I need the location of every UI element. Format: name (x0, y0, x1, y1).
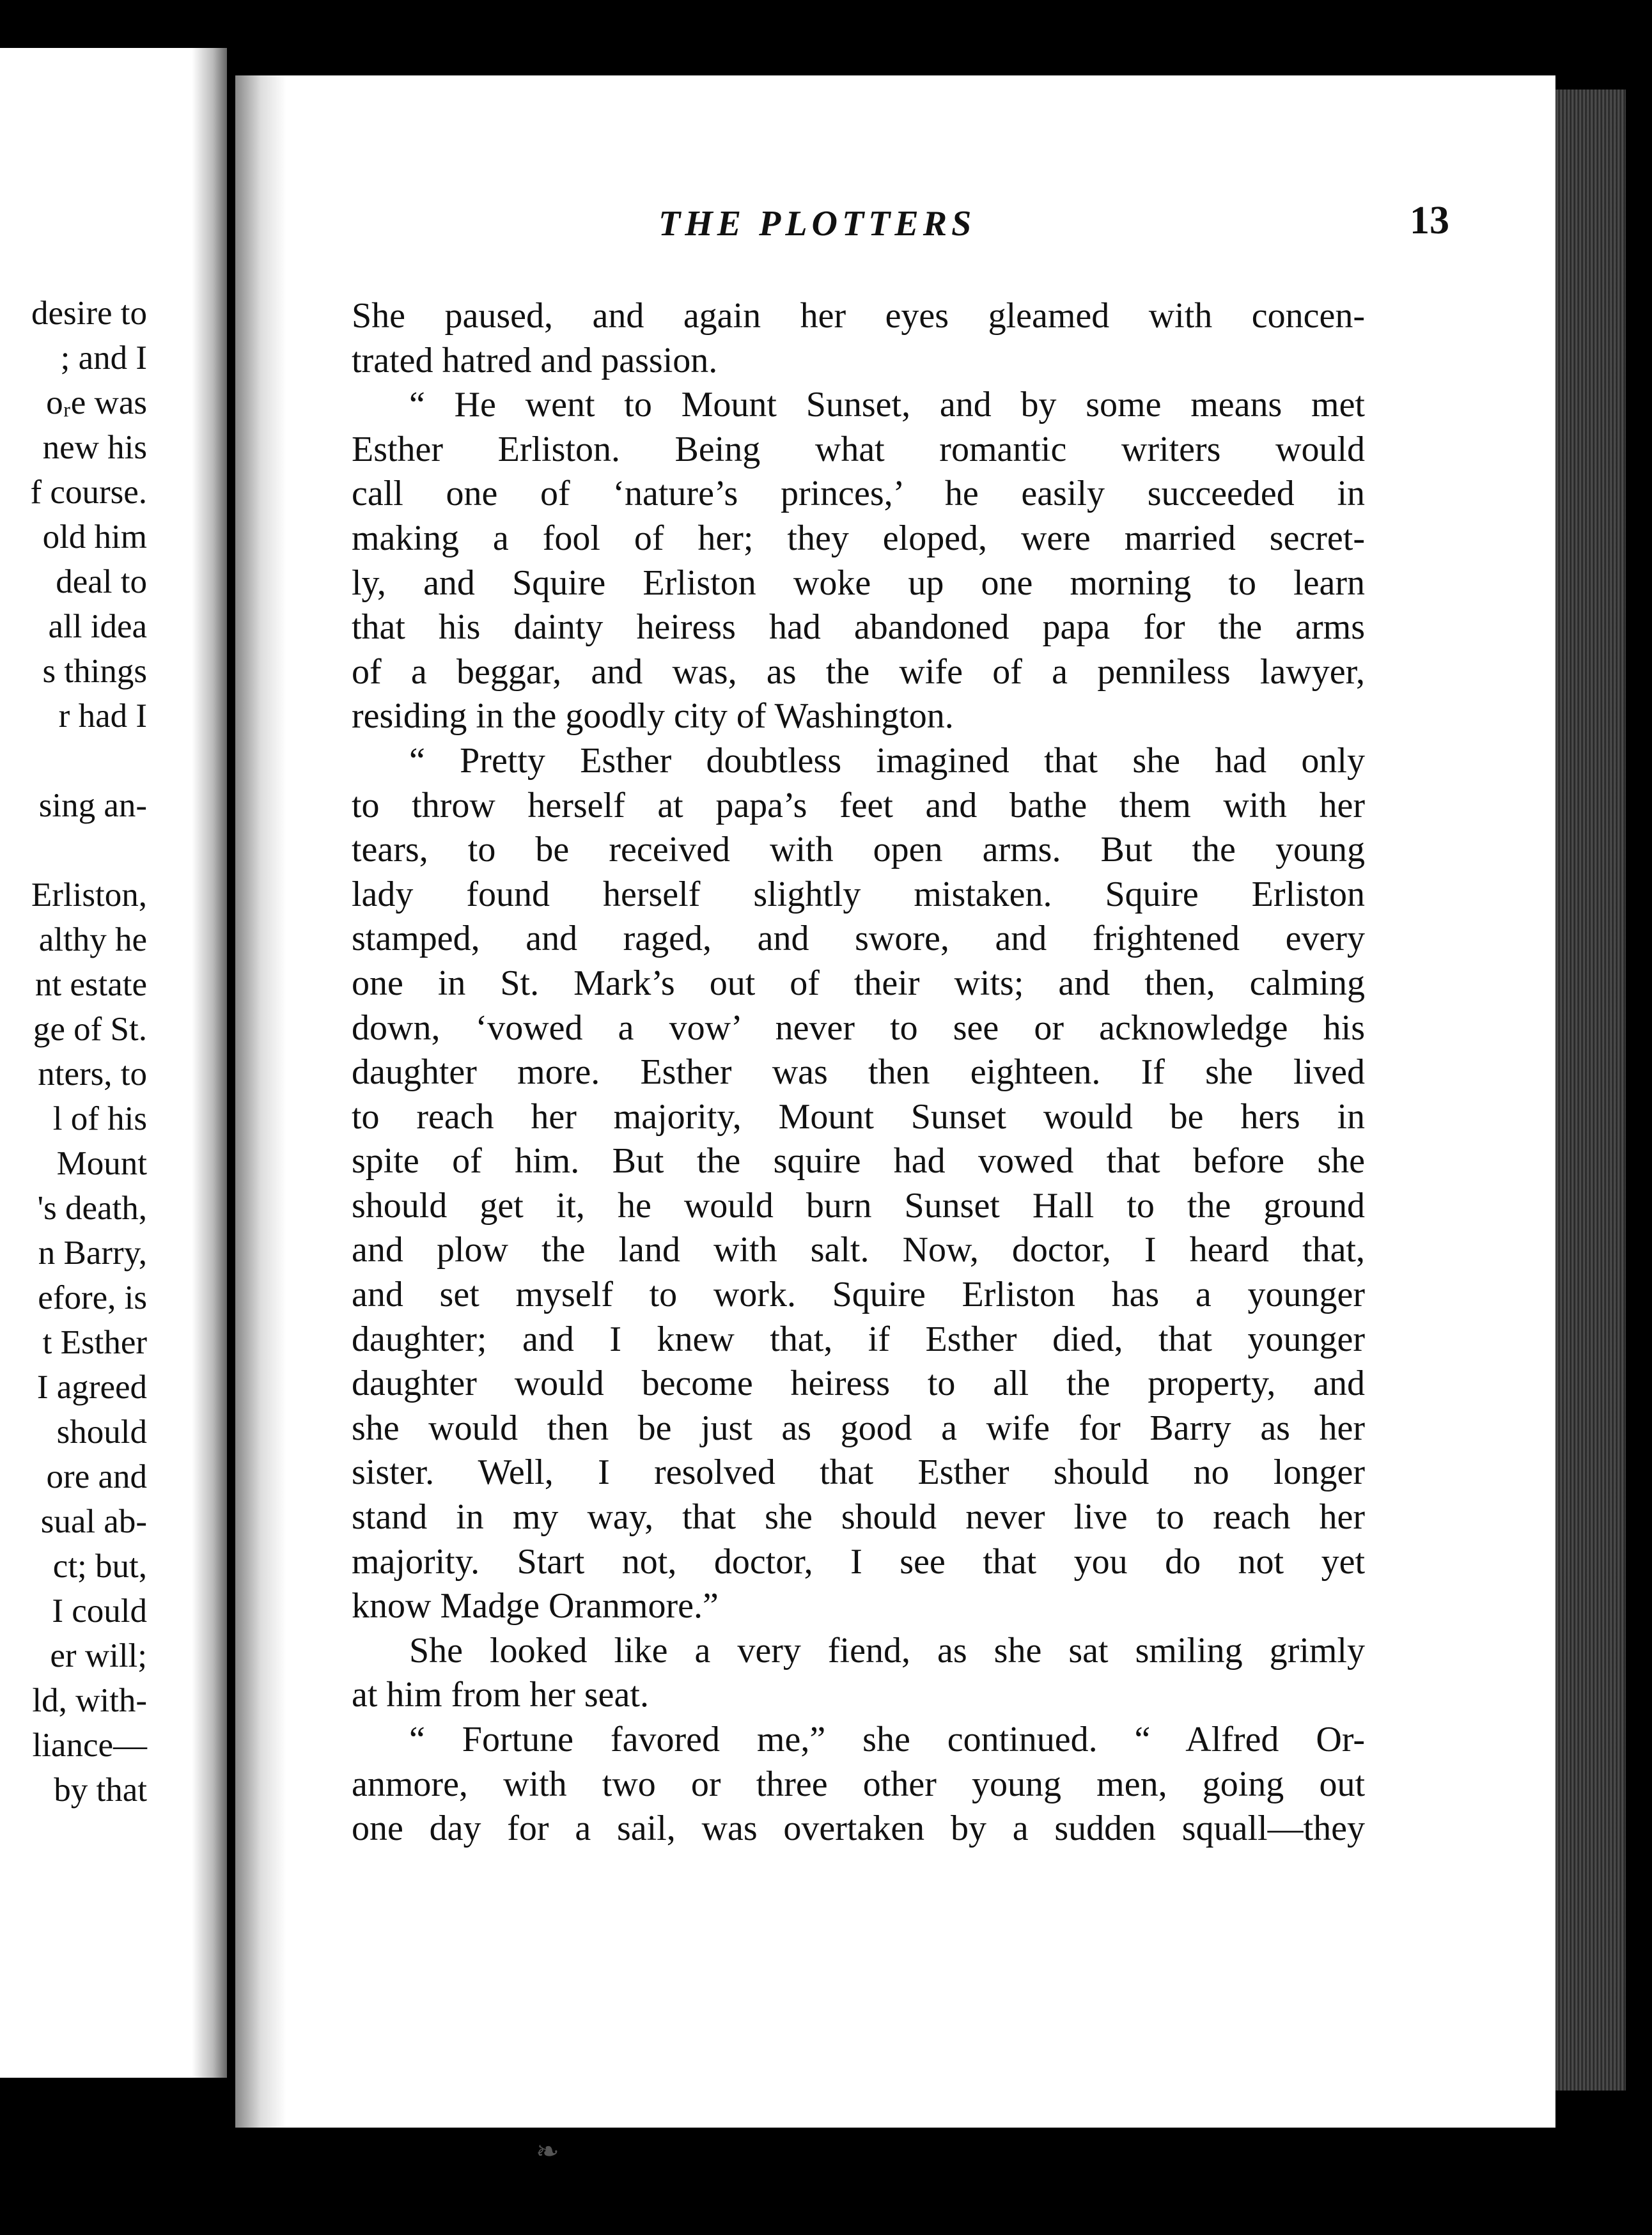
text-line: spite of him. But the squire had vowed that before she (352, 1141, 1365, 1181)
left-page-line: new his (42, 429, 147, 466)
text-line: daughter would become heiress to all the property, and (352, 1364, 1365, 1404)
left-page-line: l of his (52, 1100, 147, 1137)
left-page-line: f course. (30, 474, 147, 511)
left-page-line: r had I (58, 697, 147, 735)
left-page (0, 48, 227, 2078)
left-page-line: Erliston, (31, 876, 147, 914)
text-line: Esther Erliston. Being what romantic writers would (352, 429, 1365, 469)
left-page-line (31, 828, 147, 873)
text-line: and plow the land with salt. Now, doctor, I heard that, (352, 1230, 1365, 1270)
left-page-line: ld, with- (32, 1682, 147, 1719)
text-line: daughter; and I knew that, if Esther died, that younger (352, 1319, 1365, 1359)
text-line: tears, to be received with open arms. But the young (352, 830, 1365, 870)
left-page-line: ct; but, (52, 1548, 147, 1585)
text-line: call one of ‘nature’s princes,’ he easily succeeded in (352, 474, 1365, 514)
left-page-line: ; and I (60, 339, 147, 377)
text-line: trated hatred and passion. (352, 340, 718, 380)
left-page-line: desire to (31, 295, 147, 332)
text-line: anmore, with two or three other young men, going out (352, 1764, 1365, 1804)
text-line: “ Pretty Esther doubtless imagined that she had only (409, 740, 1365, 781)
text-line: she would then be just as good a wife for Barry as her (352, 1408, 1365, 1448)
left-page-line: I could (52, 1593, 147, 1630)
text-line: that his dainty heiress had abandoned papa for the arms (352, 607, 1365, 648)
left-page-line: Mount (56, 1145, 147, 1182)
left-page-line: 's death, (37, 1190, 147, 1227)
body-text (352, 294, 1365, 1851)
text-line: to reach her majority, Mount Sunset would be hers in (352, 1096, 1365, 1137)
left-page-line: should (56, 1413, 147, 1451)
left-page-line: sual ab- (40, 1503, 147, 1540)
left-page-line (31, 738, 147, 783)
text-line: She looked like a very fiend, as she sat smiling grimly (409, 1630, 1365, 1670)
left-page-line: t Esther (42, 1324, 147, 1361)
text-line: stand in my way, that she should never live to reach her (352, 1497, 1365, 1538)
page-number: 13 (1410, 199, 1449, 242)
left-page-line: by that (54, 1772, 147, 1809)
text-line: sister. Well, I resolved that Esther should no longer (352, 1452, 1365, 1493)
text-line: daughter more. Esther was then eighteen. If she lived (352, 1052, 1365, 1093)
text-line: residing in the goodly city of Washington. (352, 696, 954, 736)
left-page-line: deal to (56, 563, 147, 600)
left-page-line: efore, is (38, 1279, 147, 1316)
text-line: one day for a sail, was overtaken by a sudden squall—they (352, 1809, 1365, 1849)
text-line: “ He went to Mount Sunset, and by some means met (409, 385, 1365, 425)
running-title: THE PLOTTERS (658, 204, 976, 244)
text-line: majority. Start not, doctor, I see that you do not yet (352, 1541, 1365, 1582)
text-line: “ Fortune favored me,” she continued. “ Alfred Or- (409, 1720, 1365, 1759)
text-line: know Madge Oranmore.” (352, 1586, 719, 1626)
left-page-text (31, 291, 147, 1812)
left-page-line: er will; (50, 1637, 147, 1674)
left-page-line: nters, to (38, 1055, 147, 1093)
left-page-line: ge of St. (33, 1011, 147, 1048)
left-page-line: all idea (48, 608, 147, 645)
left-page-line: s things (42, 653, 147, 690)
left-page-line: old him (42, 518, 147, 556)
text-line: at him from her seat. (352, 1675, 649, 1715)
text-line: should get it, he would burn Sunset Hall to the ground (352, 1185, 1365, 1226)
left-page-line: althy he (38, 921, 147, 958)
text-line: She paused, and again her eyes gleamed with concen- (352, 296, 1365, 336)
page-edge-stack (1555, 90, 1626, 2091)
text-line: and set myself to work. Squire Erliston has a younger (352, 1275, 1365, 1315)
left-page-line: ore and (46, 1458, 147, 1495)
text-line: to throw herself at papa’s feet and bathe them with her (352, 785, 1365, 825)
left-page-line: n Barry, (38, 1234, 147, 1272)
text-line: of a beggar, and was, as the wife of a penniless lawyer, (352, 651, 1365, 692)
text-line: making a fool of her; they eloped, were married secret- (352, 518, 1365, 558)
text-line: lady found herself slightly mistaken. Squire Erliston (352, 874, 1365, 914)
left-page-line: liance— (32, 1727, 147, 1764)
left-page-line: nt estate (35, 966, 147, 1003)
left-page-line: I agreed (36, 1369, 147, 1406)
text-line: stamped, and raged, and swore, and frightened every (352, 919, 1365, 959)
footer-ink-mark: ❧ (536, 2136, 559, 2167)
text-line: one in St. Mark’s out of their wits; and then, calming (352, 963, 1365, 1003)
text-line: down, ‘vowed a vow’ never to see or acknowledge his (352, 1008, 1365, 1048)
text-line: ly, and Squire Erliston woke up one morning to learn (352, 563, 1365, 603)
left-page-line: sing an- (38, 787, 147, 824)
left-page-gutter-shadow (192, 48, 227, 2078)
left-page-line: oᵣe was (46, 384, 147, 421)
